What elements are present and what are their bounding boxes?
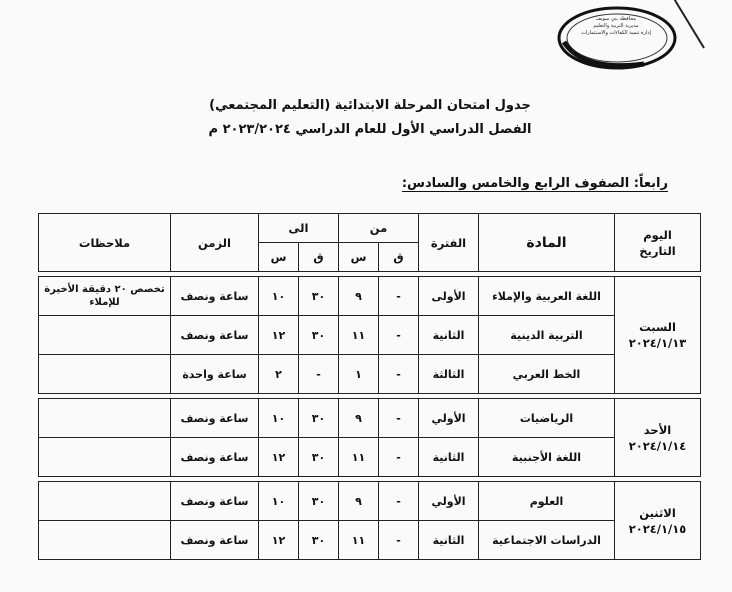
from-min-cell: -	[379, 277, 419, 316]
duration-cell: ساعة ونصف	[171, 482, 259, 521]
logo-emblem-icon	[554, 2, 680, 72]
table-row	[39, 438, 701, 477]
to-hour-cell: ٢	[259, 355, 299, 394]
duration-cell: ساعة ونصف	[171, 521, 259, 560]
duration-cell: ساعة ونصف	[171, 438, 259, 477]
from-min-cell: -	[379, 438, 419, 477]
header-subject: المادة	[479, 214, 615, 272]
subject-cell: اللغة العربية والإملاء	[479, 277, 615, 316]
to-min-cell: ٣٠	[299, 399, 339, 438]
to-min-cell: ٣٠	[299, 316, 339, 355]
from-min-cell: -	[379, 316, 419, 355]
header-day-date	[615, 214, 701, 272]
note-cell	[39, 438, 171, 477]
from-hour-cell: ٩	[339, 399, 379, 438]
section-heading	[402, 176, 668, 191]
note-cell	[39, 399, 171, 438]
day-date: ٢٠٢٤/١/١٥	[628, 521, 687, 536]
from-hour-cell: ١١	[339, 438, 379, 477]
note-cell	[39, 355, 171, 394]
day-cell	[615, 482, 701, 560]
table-row	[39, 277, 701, 316]
period-cell: الثانية	[419, 521, 479, 560]
page-subtitle: الفصل الدراسي الأول للعام الدراسي ٢٠٢٣/٢٠٢٤ م	[208, 122, 532, 137]
note-cell: تخصص ٢٠ دقيقة الأخيرة للإملاء	[39, 277, 171, 316]
period-cell: الثانية	[419, 438, 479, 477]
day-name: الاثنين	[639, 505, 676, 520]
table-row	[39, 482, 701, 521]
from-hour-cell: ١١	[339, 316, 379, 355]
subject-cell: الدراسات الاجتماعية	[479, 521, 615, 560]
duration-cell: ساعة ونصف	[171, 399, 259, 438]
to-hour-cell: ١٠	[259, 277, 299, 316]
subject-cell: الرياضيات	[479, 399, 615, 438]
to-hour-cell: ١٠	[259, 482, 299, 521]
to-hour-cell: ١٢	[259, 521, 299, 560]
note-cell	[39, 521, 171, 560]
header-duration: الزمن	[171, 214, 259, 272]
header-from-min: ق	[379, 243, 419, 272]
from-hour-cell: ٩	[339, 482, 379, 521]
header-from-hour: س	[339, 243, 379, 272]
period-cell: الثالثة	[419, 355, 479, 394]
header-from: من	[339, 214, 419, 243]
table-header-row	[39, 214, 701, 243]
duration-cell: ساعة ونصف	[171, 316, 259, 355]
day-cell	[615, 399, 701, 477]
from-hour-cell: ٩	[339, 277, 379, 316]
table-row	[39, 399, 701, 438]
pen-icon	[670, 0, 710, 52]
header-date: التاريخ	[639, 243, 676, 258]
day-name: الأحد	[643, 422, 672, 437]
to-hour-cell: ١٢	[259, 438, 299, 477]
period-cell: الأولي	[419, 482, 479, 521]
header-day: اليوم	[643, 227, 672, 242]
subject-cell: التربية الدينية	[479, 316, 615, 355]
section-heading-text: رابعاً: الصفوف الرابع والخامس والسادس:	[401, 176, 668, 191]
logo-line-3: إدارة تنمية الكفاءات والاستثمارات	[581, 30, 651, 36]
period-cell: الأولى	[419, 277, 479, 316]
day-name: السبت	[639, 320, 676, 334]
to-hour-cell: ١٢	[259, 316, 299, 355]
to-min-cell: ٣٠	[299, 438, 339, 477]
header-notes: ملاحظات	[39, 214, 171, 272]
note-cell	[39, 482, 171, 521]
subject-cell: اللغة الأجنبية	[479, 438, 615, 477]
day-date: ٢٠٢٤/١/١٤	[628, 438, 687, 453]
from-min-cell: -	[379, 399, 419, 438]
directorate-logo	[554, 2, 680, 72]
header-to-min: ق	[299, 243, 339, 272]
page-title: جدول امتحان المرحلة الابتدائية (التعليم المجتمعي)	[209, 98, 531, 113]
duration-cell: ساعة واحدة	[171, 355, 259, 394]
day-cell	[615, 277, 701, 394]
logo-text	[574, 16, 658, 37]
day-date: ٢٠٢٤/١/١٣	[628, 336, 687, 350]
header-to-hour: س	[259, 243, 299, 272]
to-min-cell: ٣٠	[299, 482, 339, 521]
exam-schedule-table	[38, 213, 701, 560]
subject-cell: الخط العربي	[479, 355, 615, 394]
from-hour-cell: ١	[339, 355, 379, 394]
to-hour-cell: ١٠	[259, 399, 299, 438]
duration-cell: ساعة ونصف	[171, 277, 259, 316]
from-min-cell: -	[379, 355, 419, 394]
from-min-cell: -	[379, 521, 419, 560]
logo-line-2: مديرية التربية والتعليم	[593, 23, 639, 29]
period-cell: الثانية	[419, 316, 479, 355]
subject-cell: العلوم	[479, 482, 615, 521]
to-min-cell: ٣٠	[299, 521, 339, 560]
header-period: الفترة	[419, 214, 479, 272]
header-to: الى	[259, 214, 339, 243]
table-row	[39, 355, 701, 394]
logo-line-1: محافظة بني سويف	[595, 16, 637, 22]
to-min-cell: -	[299, 355, 339, 394]
table-row	[39, 316, 701, 355]
from-min-cell: -	[379, 482, 419, 521]
period-cell: الأولي	[419, 399, 479, 438]
from-hour-cell: ١١	[339, 521, 379, 560]
to-min-cell: ٣٠	[299, 277, 339, 316]
note-cell	[39, 316, 171, 355]
table-row	[39, 521, 701, 560]
